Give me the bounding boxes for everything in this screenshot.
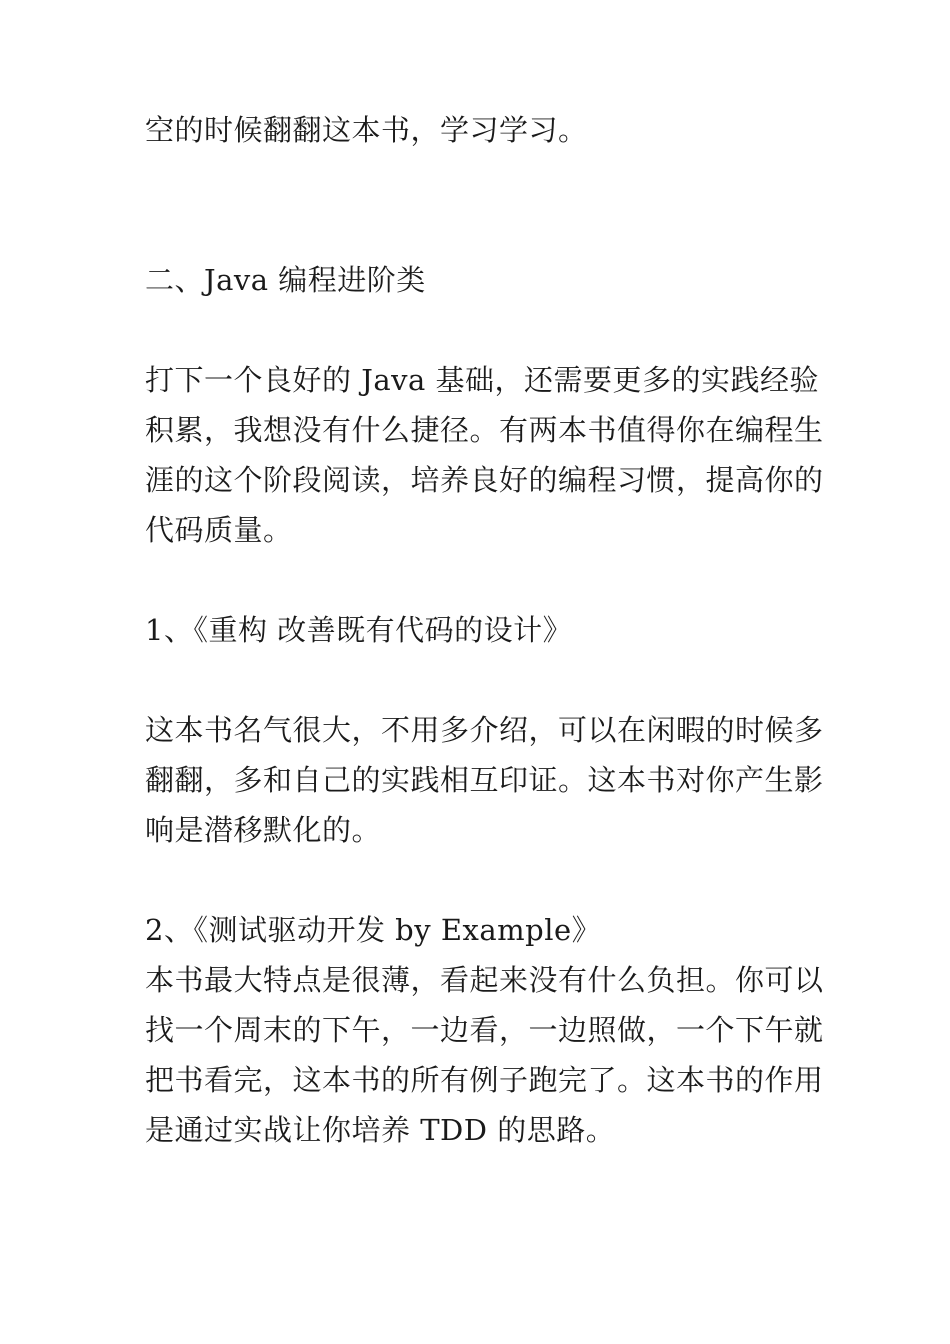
paragraph-line: 是通过实战让你培养 TDD 的思路。 xyxy=(145,1113,616,1147)
book2-title: 2、《测试驱动开发 by Example》 xyxy=(145,913,602,947)
paragraph-line: 把书看完，这本书的所有例子跑完了。这本书的作用 xyxy=(145,1063,824,1097)
paragraph-line: 打下一个良好的 Java 基础，还需要更多的实践经验 xyxy=(145,363,820,397)
paragraph-line: 本书最大特点是很薄，看起来没有什么负担。你可以 xyxy=(145,963,824,997)
intro-tail-text: 空的时候翻翻这本书，学习学习。 xyxy=(145,113,588,147)
book2-description xyxy=(145,955,825,1155)
paragraph-line: 响是潜移默化的。 xyxy=(145,813,382,847)
paragraph-line: 代码质量。 xyxy=(145,513,293,547)
paragraph-line: 积累，我想没有什么捷径。有两本书值得你在编程生 xyxy=(145,413,824,447)
section-intro-paragraph xyxy=(145,355,825,555)
section-heading: 二、Java 编程进阶类 xyxy=(145,263,426,297)
book1-title: 1、《重构 改善既有代码的设计》 xyxy=(145,613,573,647)
paragraph-line: 找一个周末的下午，一边看，一边照做，一个下午就 xyxy=(145,1013,824,1047)
book1-description xyxy=(145,705,825,855)
paragraph-line: 涯的这个阶段阅读，培养良好的编程习惯，提高你的 xyxy=(145,463,824,497)
paragraph-line: 翻翻，多和自己的实践相互印证。这本书对你产生影 xyxy=(145,763,824,797)
paragraph-line: 这本书名气很大，不用多介绍，可以在闲暇的时候多 xyxy=(145,713,824,747)
